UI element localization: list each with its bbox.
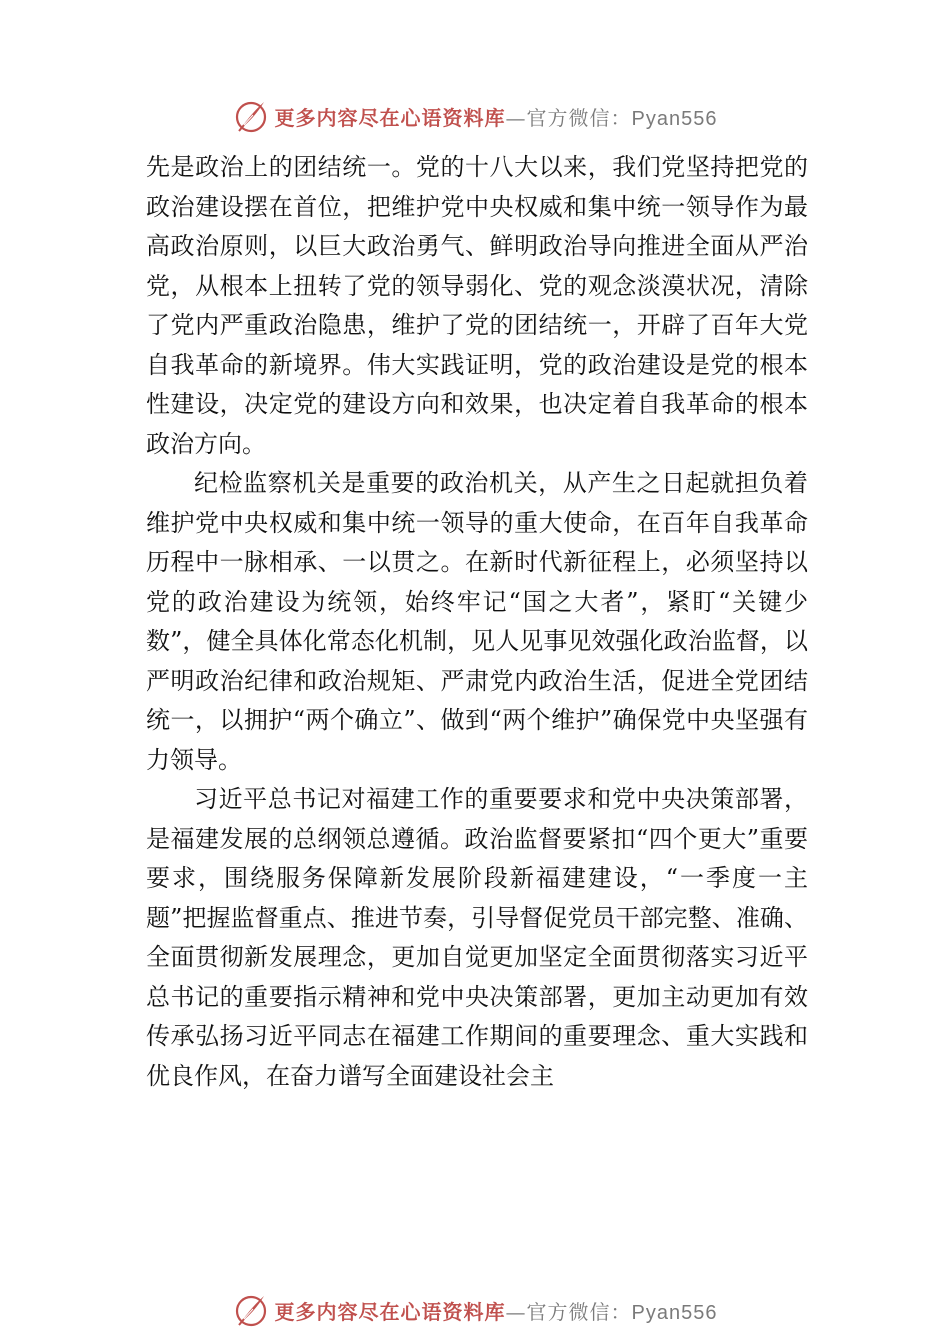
header-wechat-label: 官方微信： bbox=[526, 105, 632, 130]
header-brand-text: 更多内容尽在心语资料库 bbox=[274, 105, 506, 130]
page-footer-banner bbox=[0, 1288, 950, 1332]
header-dash: — bbox=[505, 105, 527, 130]
header-text bbox=[275, 102, 718, 131]
document-body bbox=[146, 148, 808, 1096]
paragraph-2: 纪检监察机关是重要的政治机关，从产生之日起就担负着维护党中央权威和集中统一领导的重大使命，在百年自我革命历程中一脉相承、一以贯之。在新时代新征程上，必须坚持以党的政治建设为统领，始终牢记“国之大者”，紧盯“关键少数”，健全具体化常态化机制，见人见事见效强化政治监督，以严明政治纪律和政治规矩、严肃党内政治生活，促进全党团结统一，以拥护“两个确立”、做到“两个维护”确保党中央坚强有力领导。 bbox=[146, 469, 808, 774]
quill-pen-logo-icon bbox=[233, 98, 269, 134]
footer-brand-text: 更多内容尽在心语资料库 bbox=[274, 1299, 506, 1324]
header-wechat-id: Pyan556 bbox=[631, 107, 718, 130]
page-header-banner bbox=[0, 94, 950, 138]
quill-pen-logo-icon bbox=[233, 1292, 269, 1328]
footer-text bbox=[275, 1296, 718, 1325]
paragraph-3: 习近平总书记对福建工作的重要要求和党中央决策部署，是福建发展的总纲领总遵循。政治监督要紧扣“四个更大”重要要求，围绕服务保障新发展阶段新福建建设，“一季度一主题”把握监督重点、推进节奏，引导督促党员干部完整、准确、全面贯彻新发展理念，更加自觉更加坚定全面贯彻落实习近平总书记的重要指示精神和党中央决策部署，更加主动更加有效传承弘扬习近平同志在福建工作期间的重要理念、重大实践和优良作风，在奋力谱写全面建设社会主 bbox=[146, 785, 808, 1090]
footer-dash: — bbox=[505, 1299, 527, 1324]
paragraph-1: 先是政治上的团结统一。党的十八大以来，我们党坚持把党的政治建设摆在首位，把维护党中央权威和集中统一领导作为最高政治原则，以巨大政治勇气、鲜明政治导向推进全面从严治党，从根本上扭转了党的领导弱化、党的观念淡漠状况，清除了党内严重政治隐患，维护了党的团结统一，开辟了百年大党自我革命的新境界。伟大实践证明，党的政治建设是党的根本性建设，决定党的建设方向和效果，也决定着自我革命的根本政治方向。 bbox=[146, 153, 808, 458]
footer-wechat-label: 官方微信： bbox=[526, 1299, 632, 1324]
footer-wechat-id: Pyan556 bbox=[631, 1301, 718, 1324]
